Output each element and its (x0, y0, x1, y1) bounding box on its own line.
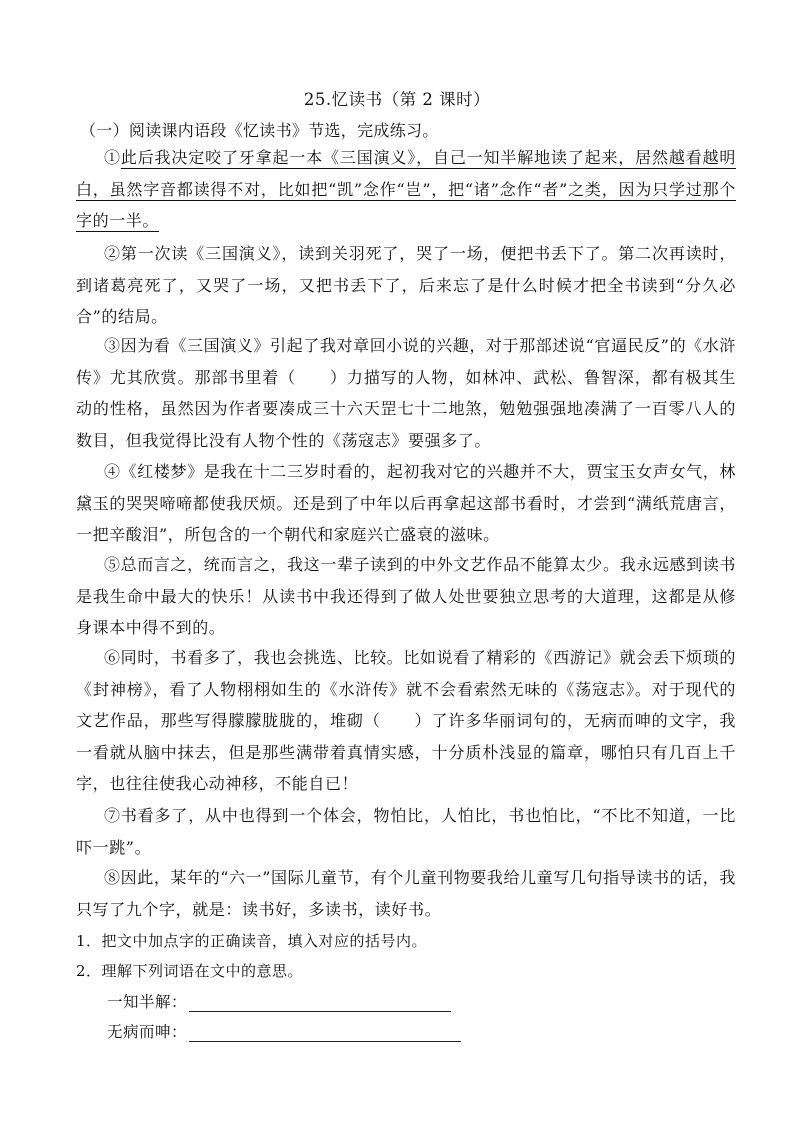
paragraph-7 (76, 800, 736, 863)
underlined-sentence: 此后我决定咬了牙拿起一本《三国演义》，自己一知半解地读了起来，居然越看越明白，虽然字音都读得不对，比如把“凯”念作“岂”，把“诸”念作“者”之类，因为只学过那个字的一半。 (76, 148, 736, 230)
paragraph-text: 因为看《三国演义》引起了我对章回小说的兴趣，对于那部述说“官逼民反”的《水浒传》尤其欣赏。那部书里着（ ）力描写的人物，如林冲、武松、鲁智深，都有极其生动的性格，虽然因为作者要凑成三十六天罡七十二地煞，勉勉强强地凑满了一百零八人的数目，但我觉得比没有人物个性的《荡寇志》要强多了。 (76, 336, 736, 450)
question-1: 1．把文中加点字的正确读音，填入对应的括号内。 (76, 932, 428, 950)
question-2: 2．理解下列词语在文中的意思。 (76, 962, 304, 980)
paragraph-number: ⑧ (104, 868, 121, 887)
term-label: 无病而呻： (107, 1023, 188, 1041)
paragraph-6 (76, 642, 736, 800)
answer-row-1 (107, 990, 451, 1012)
paragraph-1 (76, 142, 736, 237)
answer-blank-1[interactable] (189, 993, 451, 1012)
paragraph-number: ⑥ (104, 648, 121, 667)
paragraph-5 (76, 549, 736, 644)
paragraph-number: ③ (104, 336, 121, 355)
paragraph-number: ⑦ (104, 806, 121, 825)
page-title: 25.忆读书（第 2 课时） (303, 90, 491, 109)
paragraph-8 (76, 862, 736, 925)
answer-blank-2[interactable] (189, 1023, 461, 1042)
paragraph-number: ② (104, 244, 121, 263)
paragraph-3 (76, 330, 736, 456)
term-label: 一知半解： (107, 993, 188, 1011)
section-heading: （一）阅读课内语段《忆读书》节选，完成练习。 (80, 121, 439, 140)
paragraph-number: ④ (104, 462, 121, 481)
paragraph-text: 第一次读《三国演义》，读到关羽死了，哭了一场，便把书丢下了。第二次再读时，到诸葛亮死了，又哭了一场，又把书丢下了，后来忘了是什么时候才把全书读到“分久必合”的结局。 (76, 244, 736, 326)
paragraph-text: 《红楼梦》是我在十二三岁时看的，起初我对它的兴趣并不大，贾宝玉女声女气，林黛玉的哭哭啼啼都使我厌烦。还是到了中年以后再拿起这部书看时，才尝到“满纸荒唐言，一把辛酸泪”，所包含的一个朝代和家庭兴亡盛衰的滋味。 (76, 462, 736, 544)
paragraph-4 (76, 456, 736, 551)
paragraph-text: 书看多了，从中也得到一个体会，物怕比，人怕比，书也怕比，“不比不知道，一比吓一跳”。 (76, 806, 736, 857)
paragraph-2 (76, 238, 736, 333)
paragraph-text: 因此，某年的“六一”国际儿童节，有个儿童刊物要我给儿童写几句指导读书的话，我只写了九个字，就是：读书好，多读书，读好书。 (76, 868, 736, 919)
paragraph-text: 总而言之，统而言之，我这一辈子读到的中外文艺作品不能算太少。我永远感到读书是我生命中最大的快乐！从读书中我还得到了做人处世要独立思考的大道理，这都是从修身课本中得不到的。 (76, 555, 736, 637)
paragraph-text: 同时，书看多了，我也会挑选、比较。比如说看了精彩的《西游记》就会丢下烦琐的《封神榜》，看了人物栩栩如生的《水浒传》就不会看索然无味的《荡寇志》。对于现代的文艺作品，那些写得朦朦胧胧的，堆砌（ ）了许多华丽词句的，无病而呻的文字，我一看就从脑中抹去，但是那些满带着真情实感，十分质朴浅显的篇章，哪怕只有几百上千字，也往往使我心动神移，不能自已！ (76, 648, 736, 793)
answer-row-2 (107, 1020, 461, 1042)
paragraph-number: ⑤ (104, 555, 121, 574)
paragraph-number: ① (104, 148, 121, 167)
